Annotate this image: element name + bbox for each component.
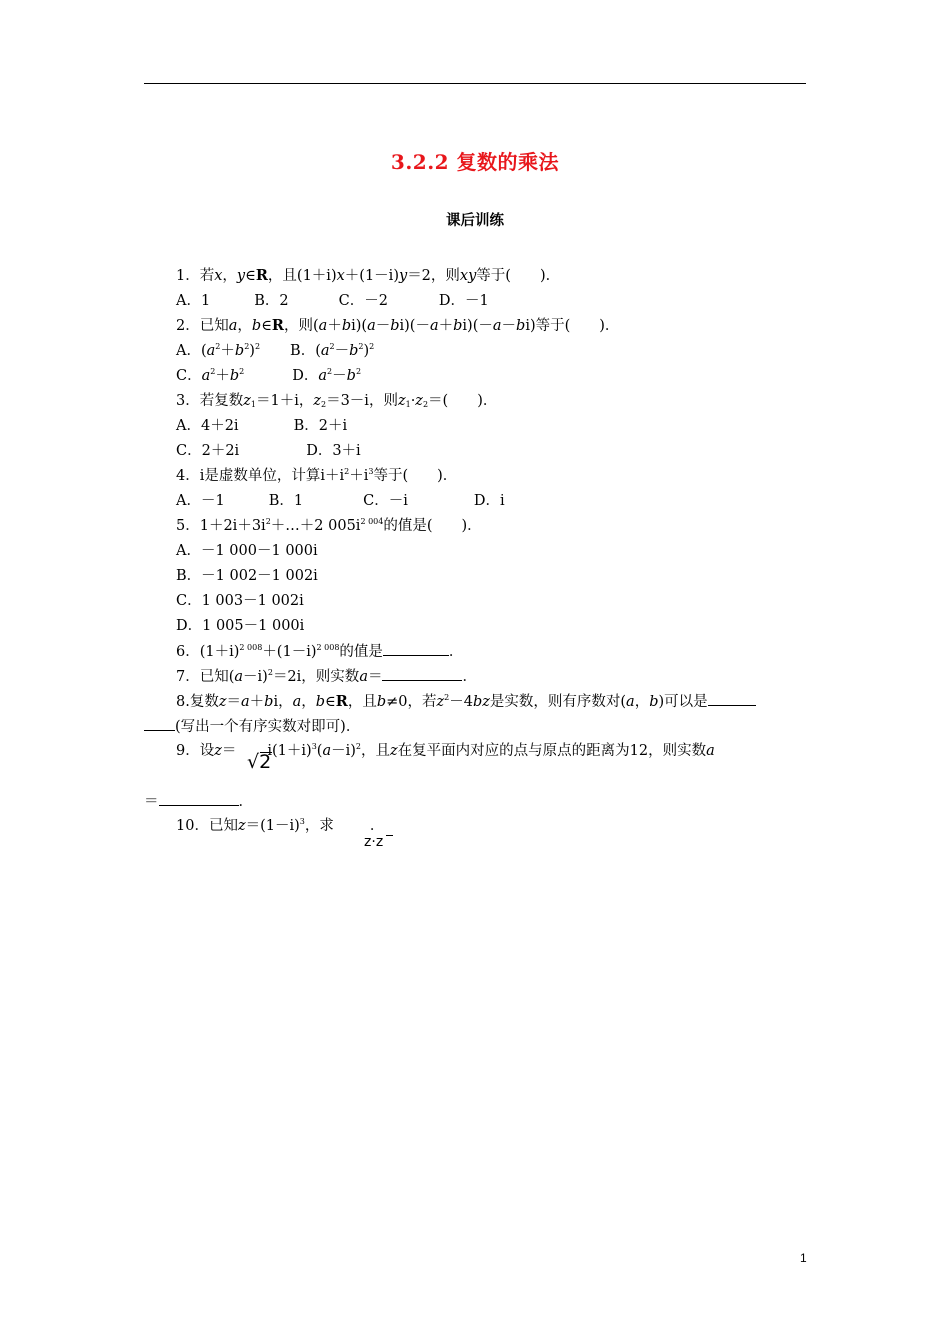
question-10: 10．已知$z=(1-i)^3$，求 ．	[176, 817, 385, 834]
option-d: D．$a^2-b^2$	[292, 367, 362, 384]
option-c: C．－2	[338, 293, 388, 309]
section-subtitle: 课后训练	[446, 212, 504, 229]
question-2-options-ab	[176, 341, 374, 361]
question-3: 3．若复数$z_1=1+i$，$z_2=3-i$，则$z_1\cdot z_2=$( )．	[176, 393, 498, 409]
question-8-continued: (写出一个有序实数对即可)．	[144, 716, 360, 737]
answer-blank	[144, 716, 175, 731]
question-4: 4．i是虚数单位，计算$i+i^2+i^3$等于( )．	[176, 467, 458, 484]
answer-blank	[708, 691, 756, 706]
question-9-continued: ＝ ．	[144, 791, 253, 812]
question-5: 5．$1+2i+3i^2+\dots+2$ $005i^{2 004}$的值是( )．	[176, 517, 482, 534]
option-a: A．－1	[176, 493, 225, 509]
option-c: C．2＋2i	[176, 443, 240, 459]
option-a: A．1	[176, 293, 211, 309]
option-d: D．－1	[438, 293, 489, 309]
question-5-option-a: A．－1 000－1 000i	[176, 543, 318, 559]
question-5-option-b: B．－1 002－1 002i	[176, 568, 318, 584]
option-b: B．2	[254, 293, 289, 309]
option-c: C．$a^2+b^2$	[176, 367, 245, 384]
question-1: 1．若x，y∈R，且(1＋i)x＋(1－i)y＝2，则xy等于( )．	[176, 267, 561, 284]
question-9: 9．设$z= i(1+i)^3(a-i)^2$，且z在复平面内对应的点与原点的距离为12，则实数a	[176, 742, 715, 759]
option-b: B．1	[268, 493, 304, 509]
question-6: 6．$(1+i)^{2 008}+(1-i)^{2 008}$的值是 ．	[176, 643, 464, 660]
question-1-options	[176, 291, 489, 311]
option-b: B．2＋i	[293, 418, 348, 434]
question-3-options-ab	[176, 416, 347, 436]
page-title: 3.2.2 复数的乘法	[390, 150, 560, 174]
question-5-option-d: D．1 005－1 000i	[176, 618, 305, 634]
question-2: 2．已知a，b∈R，则(a＋bi)(a－bi)(－a＋bi)(－a－bi)等于( )．	[176, 317, 620, 334]
answer-blank	[383, 641, 449, 656]
option-a: A．4＋2i	[176, 418, 239, 434]
question-5-option-c: C．1 003－1 002i	[176, 593, 304, 609]
option-d: D．i	[473, 493, 505, 509]
header-rule	[144, 83, 806, 84]
option-d: D．3＋i	[306, 443, 361, 459]
answer-blank	[382, 666, 462, 681]
question-2-options-cd	[176, 366, 361, 386]
question-4-options	[176, 491, 505, 511]
question-3-options-cd	[176, 441, 361, 461]
option-a: A．$(a^2+b^2)^2$	[176, 342, 261, 359]
z-times-conjugate-expression: z·z	[364, 834, 383, 850]
option-c: C．－i	[363, 493, 408, 509]
page-number: 1	[800, 1251, 807, 1265]
question-7: 7．已知$(a-i)^2=2i$，则实数a＝ ．	[176, 668, 477, 685]
answer-blank	[159, 791, 239, 806]
question-8: 8.复数z＝a＋bi，a，b∈R，且b≠0，若$z^2-4bz$是实数，则有序数对(a，b)可以是	[176, 691, 756, 712]
sqrt-2-expression: √2	[247, 751, 272, 773]
option-b: B．$(a^2-b^2)^2$	[290, 342, 375, 359]
